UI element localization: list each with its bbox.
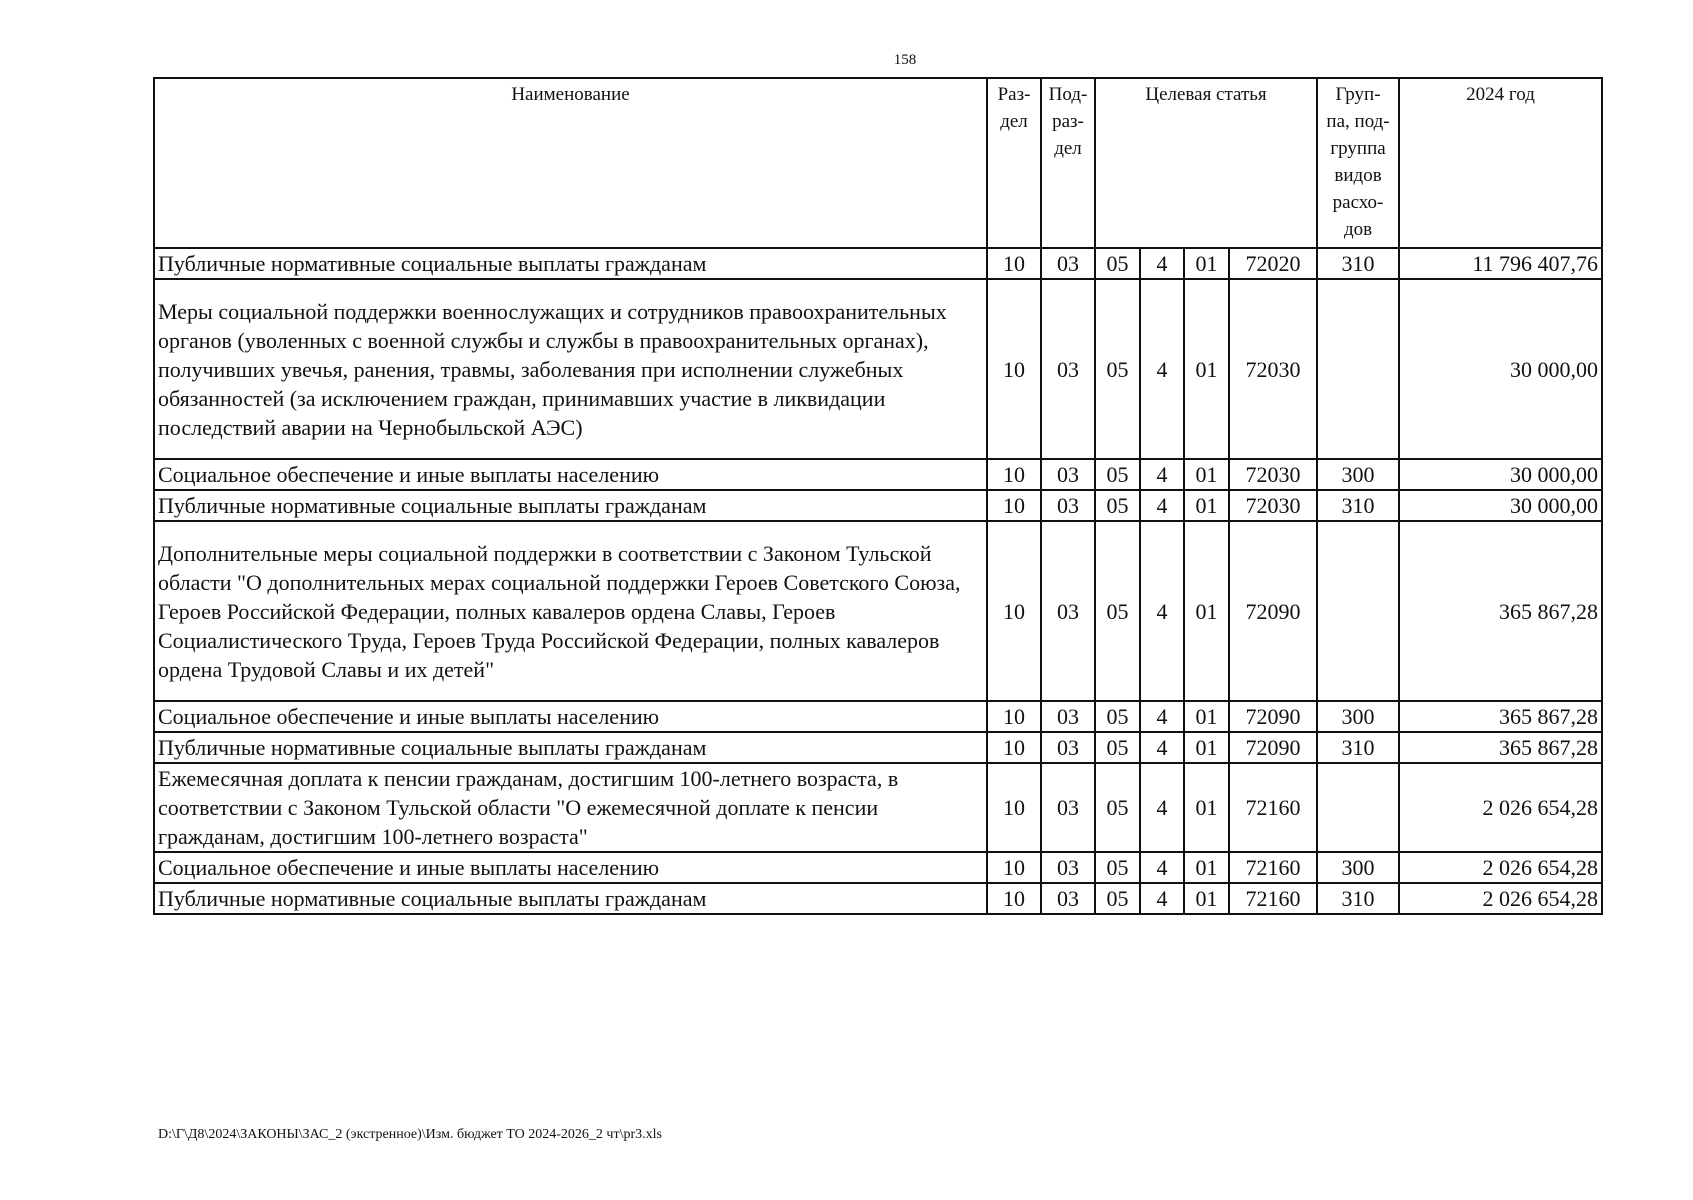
cell-amount: 365 867,28: [1399, 521, 1602, 701]
cell-razdel: 10: [987, 883, 1041, 914]
table-row: [154, 883, 1602, 914]
cell-podrazdel: 03: [1041, 248, 1095, 279]
cell-t4: 72160: [1229, 883, 1317, 914]
cell-t3: 01: [1184, 279, 1229, 459]
cell-amount: 365 867,28: [1399, 701, 1602, 732]
cell-t3: 01: [1184, 490, 1229, 521]
table-row: [154, 701, 1602, 732]
cell-amount: 11 796 407,76: [1399, 248, 1602, 279]
cell-t3: 01: [1184, 701, 1229, 732]
cell-group: [1317, 521, 1399, 701]
cell-t2: 4: [1140, 883, 1184, 914]
cell-t1: 05: [1095, 763, 1140, 852]
cell-t2: 4: [1140, 248, 1184, 279]
cell-razdel: 10: [987, 732, 1041, 763]
cell-t3: 01: [1184, 883, 1229, 914]
cell-podrazdel: 03: [1041, 521, 1095, 701]
cell-razdel: 10: [987, 490, 1041, 521]
header-group: Груп- па, под- группа видов расхо- дов: [1317, 78, 1399, 248]
header-year: 2024 год: [1399, 78, 1602, 248]
cell-name: Меры социальной поддержки военнослужащих и сотрудников правоохранительных органов (уволенных с военной службы и службы в правоохранительных органах), получивших увечья, ранения, травмы, заболевания при исполнении служебных обязанностей (за исключением граждан, принимавших участие в ликвидации последствий аварии на Чернобыльской АЭС): [154, 279, 987, 459]
cell-t3: 01: [1184, 763, 1229, 852]
cell-t2: 4: [1140, 490, 1184, 521]
header-podrazdel: Под- раз- дел: [1041, 78, 1095, 248]
table-row: [154, 279, 1602, 459]
cell-t1: 05: [1095, 490, 1140, 521]
cell-podrazdel: 03: [1041, 701, 1095, 732]
cell-t1: 05: [1095, 883, 1140, 914]
cell-t3: 01: [1184, 852, 1229, 883]
cell-group: 300: [1317, 852, 1399, 883]
page-number: 158: [893, 52, 917, 68]
cell-t4: 72090: [1229, 701, 1317, 732]
cell-t3: 01: [1184, 521, 1229, 701]
table-row: [154, 459, 1602, 490]
cell-t1: 05: [1095, 701, 1140, 732]
header-target: Целевая статья: [1095, 78, 1317, 248]
cell-podrazdel: 03: [1041, 852, 1095, 883]
cell-name: Ежемесячная доплата к пенсии гражданам, достигшим 100-летнего возраста, в соответствии с Законом Тульской области "О ежемесячной доплате к пенсии гражданам, достигшим 100-летнего возраста": [154, 763, 987, 852]
cell-name: Дополнительные меры социальной поддержки в соответствии с Законом Тульской области "О дополнительных мерах социальной поддержки Героев Советского Союза, Героев Российской Федерации, полных кавалеров ордена Славы, Героев Социалистического Труда, Героев Труда Российской Федерации, полных кавалеров ордена Трудовой Славы и их детей": [154, 521, 987, 701]
cell-t1: 05: [1095, 521, 1140, 701]
cell-name: Публичные нормативные социальные выплаты гражданам: [154, 732, 987, 763]
cell-t2: 4: [1140, 701, 1184, 732]
cell-t4: 72090: [1229, 521, 1317, 701]
cell-razdel: 10: [987, 852, 1041, 883]
table-row: [154, 852, 1602, 883]
cell-name: Публичные нормативные социальные выплаты гражданам: [154, 883, 987, 914]
cell-razdel: 10: [987, 701, 1041, 732]
cell-podrazdel: 03: [1041, 279, 1095, 459]
cell-t3: 01: [1184, 248, 1229, 279]
cell-razdel: 10: [987, 459, 1041, 490]
budget-table: [153, 77, 1603, 915]
cell-t2: 4: [1140, 763, 1184, 852]
cell-amount: 30 000,00: [1399, 459, 1602, 490]
header-name: Наименование: [154, 78, 987, 248]
cell-amount: 2 026 654,28: [1399, 883, 1602, 914]
cell-name: Публичные нормативные социальные выплаты гражданам: [154, 490, 987, 521]
cell-podrazdel: 03: [1041, 883, 1095, 914]
file-path: D:\Г\Д8\2024\ЗАКОНЫ\ЗАС_2 (экстренное)\Изм. бюджет ТО 2024-2026_2 чт\pr3.xls: [158, 1127, 662, 1142]
cell-t4: 72030: [1229, 279, 1317, 459]
cell-amount: 2 026 654,28: [1399, 763, 1602, 852]
cell-amount: 2 026 654,28: [1399, 852, 1602, 883]
cell-t2: 4: [1140, 732, 1184, 763]
cell-t1: 05: [1095, 459, 1140, 490]
cell-t2: 4: [1140, 521, 1184, 701]
cell-t4: 72160: [1229, 763, 1317, 852]
table-row: [154, 248, 1602, 279]
table-row: [154, 490, 1602, 521]
cell-amount: 30 000,00: [1399, 490, 1602, 521]
cell-razdel: 10: [987, 763, 1041, 852]
cell-t1: 05: [1095, 279, 1140, 459]
cell-podrazdel: 03: [1041, 490, 1095, 521]
cell-group: [1317, 279, 1399, 459]
cell-razdel: 10: [987, 279, 1041, 459]
cell-t2: 4: [1140, 852, 1184, 883]
table-row: [154, 521, 1602, 701]
table-header-row: [154, 78, 1602, 248]
table-row: [154, 763, 1602, 852]
cell-t1: 05: [1095, 248, 1140, 279]
cell-t4: 72030: [1229, 459, 1317, 490]
cell-t1: 05: [1095, 732, 1140, 763]
cell-t4: 72030: [1229, 490, 1317, 521]
cell-t2: 4: [1140, 459, 1184, 490]
cell-name: Социальное обеспечение и иные выплаты населению: [154, 701, 987, 732]
cell-podrazdel: 03: [1041, 459, 1095, 490]
header-razdel: Раз- дел: [987, 78, 1041, 248]
cell-name: Публичные нормативные социальные выплаты гражданам: [154, 248, 987, 279]
cell-group: 300: [1317, 459, 1399, 490]
cell-group: 300: [1317, 701, 1399, 732]
cell-group: [1317, 763, 1399, 852]
table-row: [154, 732, 1602, 763]
cell-group: 310: [1317, 248, 1399, 279]
cell-name: Социальное обеспечение и иные выплаты населению: [154, 459, 987, 490]
cell-t4: 72090: [1229, 732, 1317, 763]
cell-name: Социальное обеспечение и иные выплаты населению: [154, 852, 987, 883]
cell-group: 310: [1317, 490, 1399, 521]
cell-podrazdel: 03: [1041, 763, 1095, 852]
cell-group: 310: [1317, 732, 1399, 763]
cell-t1: 05: [1095, 852, 1140, 883]
cell-t3: 01: [1184, 732, 1229, 763]
cell-razdel: 10: [987, 521, 1041, 701]
cell-podrazdel: 03: [1041, 732, 1095, 763]
cell-amount: 365 867,28: [1399, 732, 1602, 763]
cell-t2: 4: [1140, 279, 1184, 459]
cell-t4: 72160: [1229, 852, 1317, 883]
cell-razdel: 10: [987, 248, 1041, 279]
cell-group: 310: [1317, 883, 1399, 914]
cell-amount: 30 000,00: [1399, 279, 1602, 459]
cell-t4: 72020: [1229, 248, 1317, 279]
cell-t3: 01: [1184, 459, 1229, 490]
